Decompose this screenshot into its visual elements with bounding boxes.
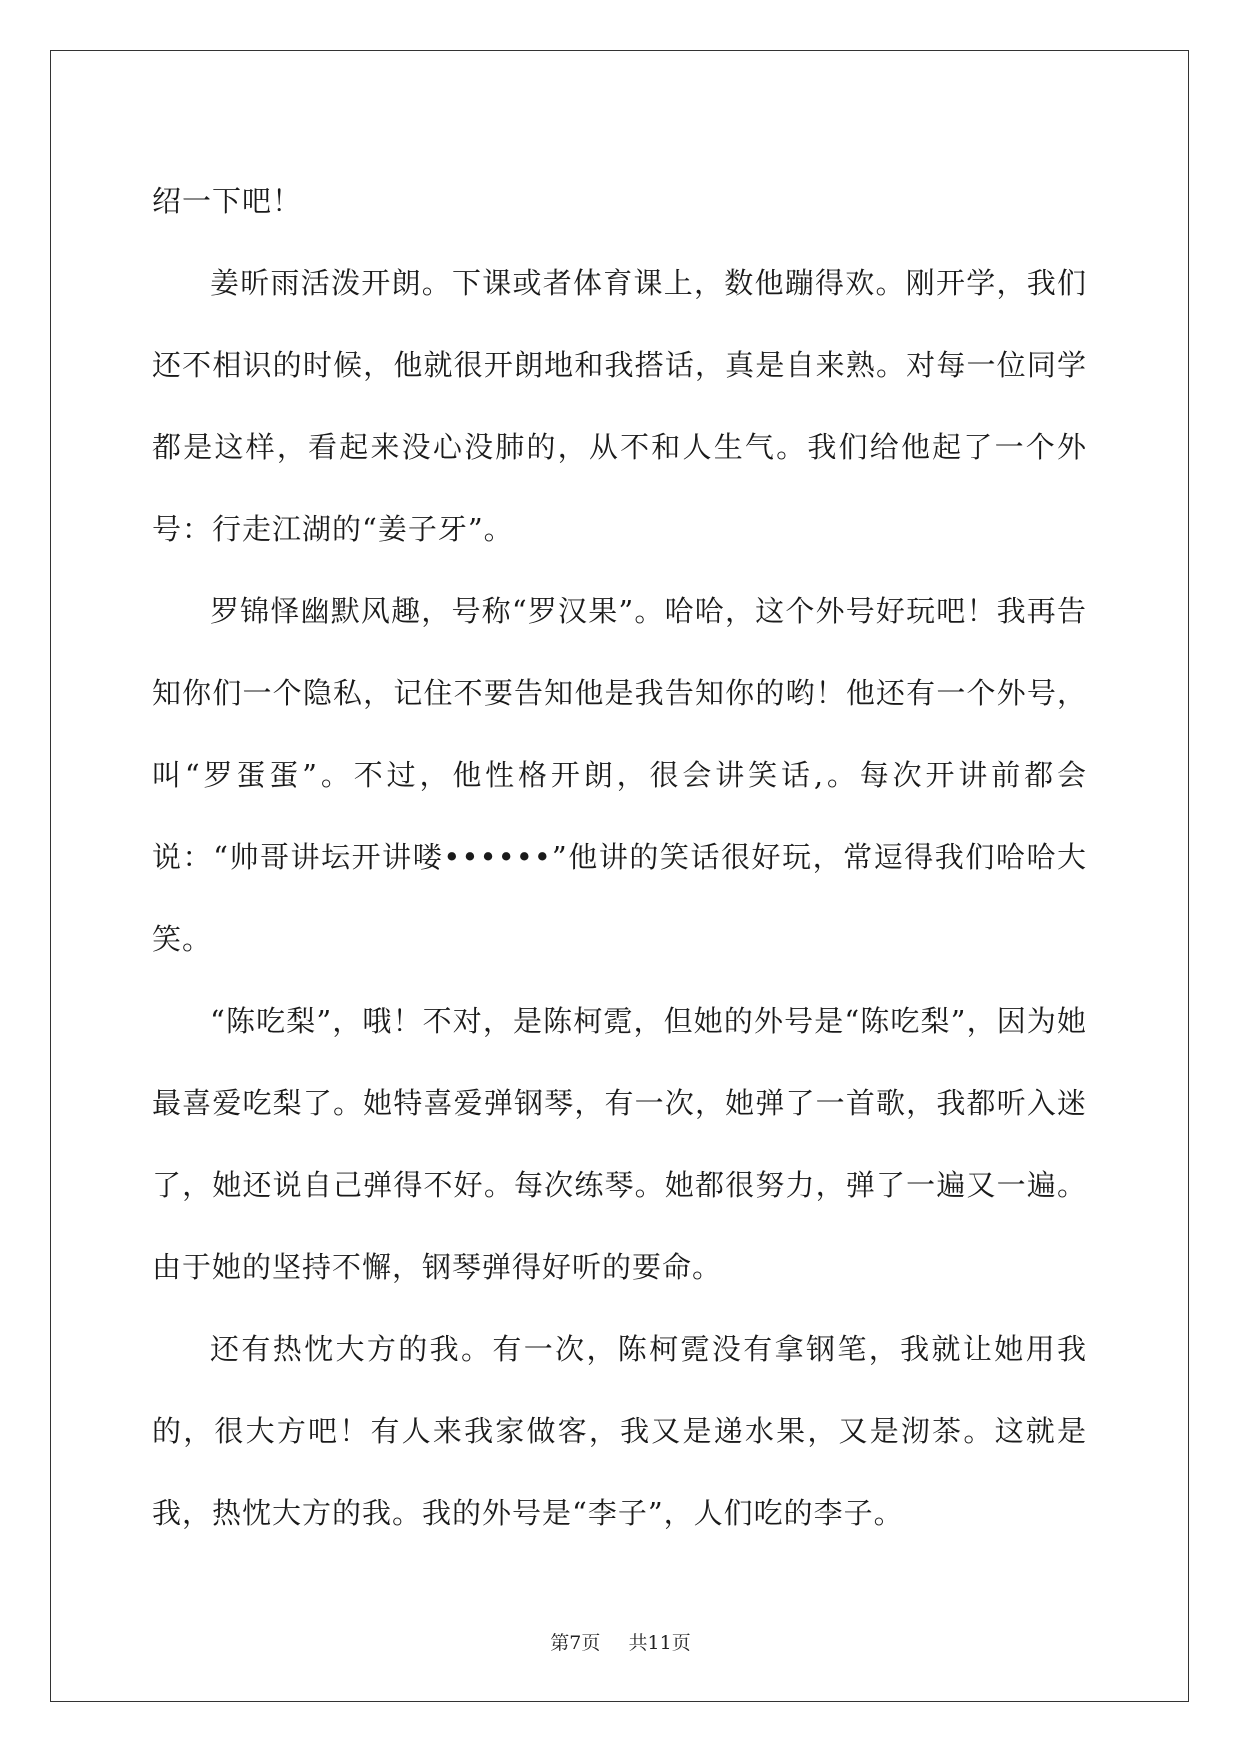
page-footer: [0, 1628, 1241, 1655]
page-number: 第7页: [550, 1632, 601, 1654]
total-pages: 共11页: [628, 1632, 691, 1654]
paragraph-1: 绍一下吧！: [152, 184, 303, 218]
paragraph-2: 姜昕雨活泼开朗。下课或者体育课上，数他蹦得欢。刚开学，我们还不相识的时候，他就很开朗地和我搭话，真是自来熟。对每一位同学都是这样，看起来没心没肺的，从不和人生气。我们给他起了一个外号：行走江湖的“姜子牙”。: [152, 266, 1087, 546]
paragraph-3: 罗锦怿幽默风趣，号称“罗汉果”。哈哈，这个外号好玩吧！我再告知你们一个隐私，记住不要告知他是我告知你的哟！他还有一个外号，叫“罗蛋蛋”。不过，他性格开朗，很会讲笑话,。每次开讲前都会说：“帅哥讲坛开讲喽••••••”他讲的笑话很好玩，常逗得我们哈哈大笑。: [152, 594, 1087, 956]
paragraph-4: “陈吃梨”，哦！不对，是陈柯霓，但她的外号是“陈吃梨”，因为她最喜爱吃梨了。她特喜爱弹钢琴，有一次，她弹了一首歌，我都听入迷了，她还说自己弹得不好。每次练琴。她都很努力，弹了一遍又一遍。由于她的坚持不懈，钢琴弹得好听的要命。: [152, 1004, 1087, 1284]
paragraph-5: 还有热忱大方的我。有一次，陈柯霓没有拿钢笔，我就让她用我的，很大方吧！有人来我家做客，我又是递水果，又是沏茶。这就是我，热忱大方的我。我的外号是“李子”，人们吃的李子。: [152, 1332, 1087, 1530]
document-body: [152, 160, 1087, 1554]
